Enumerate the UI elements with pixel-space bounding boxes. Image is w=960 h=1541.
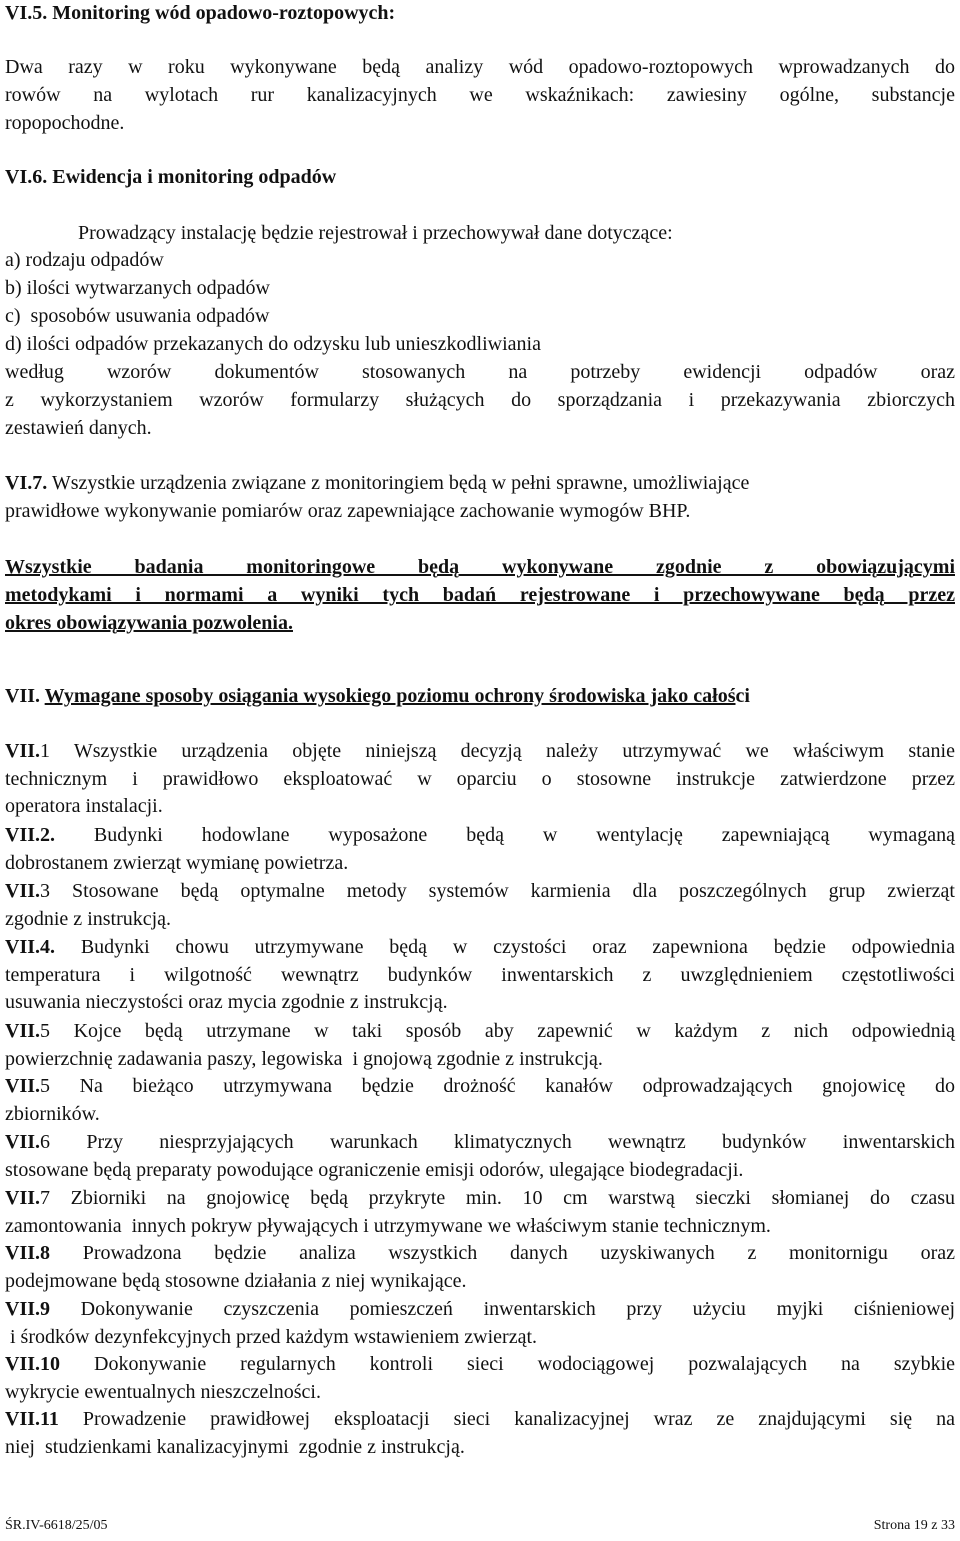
vii-item-line <box>5 1351 955 1377</box>
vi5-text-line-2: rowów na wylotach rur kanalizacyjnych we wskaźnikach: zawiesiny ogólne, substancje <box>5 84 955 106</box>
vii-item-label: VII.9 <box>5 1298 51 1320</box>
monitoring-note-line-2: metodykami i normami a wyniki tych badań rejestrowane i przechowywane będą przez <box>5 584 955 606</box>
vi7-line-1 <box>5 470 955 496</box>
footer-reference: ŚR.IV-6618/25/05 <box>5 1518 108 1533</box>
vi6-tail-line-1: według wzorów dokumentów stosowanych na potrzeby ewidencji odpadów oraz <box>5 361 955 383</box>
vii-item-text: Prowadzona będzie analiza wszystkich danych uzyskiwanych z monitornigu oraz <box>50 1242 955 1264</box>
vii-item-line: usuwania nieczystości oraz mycia zgodnie z instrukcją. <box>5 991 448 1013</box>
vii-item-line: zamontowania innych pokryw pływających i utrzymywane we właściwym stanie technicznym. <box>5 1215 771 1237</box>
vii-item-line <box>5 878 955 904</box>
vii-item-line: podejmowane będą stosowne działania z niej wynikające. <box>5 1270 467 1292</box>
vii-title-end: ci <box>735 685 750 707</box>
vii-item-text: Budynki hodowlane wyposażone będą w wentylację zapewniającą wymaganą <box>55 824 955 846</box>
vii-item-text: Dokonywanie regularnych kontroli sieci wodociągowej pozwalających na szybkie <box>60 1353 955 1375</box>
vii-item-line <box>5 822 955 848</box>
vii-item-text: Stosowane będą optymalne metody systemów karmienia dla poszczególnych grup zwierząt <box>50 880 955 902</box>
vii-item-line: powierzchnię zadawania paszy, legowiska i gnojową zgodnie z instrukcją. <box>5 1048 603 1070</box>
vii-item-line <box>5 1240 955 1266</box>
vii-item-number: 3 <box>40 880 51 902</box>
vii-item-label: VII. <box>5 740 41 762</box>
vii-item-number: 6 <box>40 1131 51 1153</box>
vii-item-line <box>5 1406 955 1432</box>
vii-item-line: i środków dezynfekcyjnych przed każdym wstawieniem zwierząt. <box>5 1326 538 1348</box>
vii-title: Wymagane sposoby osiągania wysokiego poziomu ochrony środowiska jako całoś <box>44 685 736 707</box>
vii-item-label: VII.2. <box>5 824 56 846</box>
footer-page-number: Strona 19 z 33 <box>873 1518 955 1533</box>
vi6-item-d: d) ilości odpadów przekazanych do odzysku lub unieszkodliwiania <box>5 333 541 355</box>
vi6-tail-line-3: zestawień danych. <box>5 417 152 439</box>
vii-item-line <box>5 1129 955 1155</box>
vii-item-text: Przy niesprzyjających warunkach klimatycznych wewnątrz budynków inwentarskich <box>50 1131 955 1153</box>
vii-item-label: VII. <box>5 1075 41 1097</box>
vii-item-line <box>5 934 955 960</box>
vii-item-label: VII.11 <box>5 1408 59 1430</box>
vii-item-label: VII. <box>5 1020 41 1042</box>
vi7-text-1: Wszystkie urządzenia związane z monitoringiem będą w pełni sprawne, umożliwiające <box>47 472 750 494</box>
vii-item-label: VII. <box>5 880 41 902</box>
vii-item-line: technicznym i prawidłowo eksploatować w oparciu o stosowne instrukcje zatwierdzone przez <box>5 768 955 790</box>
vi6-item-b: b) ilości wytwarzanych odpadów <box>5 277 270 299</box>
vii-item-line: wykrycie ewentualnych nieszczelności. <box>5 1381 321 1403</box>
vii-item-label: VII.4. <box>5 936 56 958</box>
vi5-text-line-3: ropopochodne. <box>5 112 125 134</box>
vii-item-line: zbiorników. <box>5 1103 100 1125</box>
vii-item-line <box>5 1185 955 1211</box>
vii-item-text: Prowadzenie prawidłowej eksploatacji sieci kanalizacyjnej wraz ze znajdującymi się na <box>58 1408 955 1430</box>
vii-item-number: 7 <box>40 1187 51 1209</box>
vii-item-label: VII. <box>5 1131 41 1153</box>
vii-item-line <box>5 1296 955 1322</box>
vi7-label: VI.7. <box>5 472 48 494</box>
vii-item-text: Wszystkie urządzenia objęte niniejszą decyzją należy utrzymywać we właściwym stanie <box>50 740 955 762</box>
vii-item-text: Zbiorniki na gnojowicę będą przykryte min. 10 cm warstwą sieczki słomianej do czasu <box>50 1187 955 1209</box>
vii-item-line: zgodnie z instrukcją. <box>5 908 172 930</box>
vii-item-label: VII.10 <box>5 1353 61 1375</box>
vi7-line-2: prawidłowe wykonywanie pomiarów oraz zapewniające zachowanie wymogów BHP. <box>5 500 691 522</box>
vii-item-text: Na bieżąco utrzymywana będzie drożność kanałów odprowadzających gnojowicę do <box>50 1075 955 1097</box>
vii-item-line <box>5 738 955 764</box>
vi6-intro: Prowadzący instalację będzie rejestrował i przechowywał dane dotyczące: <box>78 222 673 244</box>
vii-item-label: VII.8 <box>5 1242 51 1264</box>
vii-item-text: Dokonywanie czyszczenia pomieszczeń inwentarskich przy użyciu myjki ciśnieniowej <box>50 1298 955 1320</box>
vi6-item-c: c) sposobów usuwania odpadów <box>5 305 270 327</box>
vii-item-line <box>5 1018 955 1044</box>
vii-item-line: stosowane będą preparaty powodujące ograniczenie emisji odorów, ulegające biodegradacji. <box>5 1159 744 1181</box>
vii-label: VII. <box>5 685 41 707</box>
vi6-tail-line-2: z wykorzystaniem wzorów formularzy służących do sporządzania i przekazywania zbiorczych <box>5 389 955 411</box>
section-heading-vi6: VI.6. Ewidencja i monitoring odpadów <box>5 166 337 188</box>
vi5-text-line-1: Dwa razy w roku wykonywane będą analizy wód opadowo-roztopowych wprowadzanych do <box>5 56 955 78</box>
vii-item-line: operatora instalacji. <box>5 795 163 817</box>
section-heading-vi5: VI.5. Monitoring wód opadowo-roztopowych: <box>5 2 396 24</box>
monitoring-note-line-3: okres obowiązywania pozwolenia. <box>5 612 293 634</box>
section-heading-vii <box>5 683 750 709</box>
vii-item-line <box>5 1073 955 1099</box>
vii-item-line: dobrostanem zwierząt wymianę powietrza. <box>5 852 349 874</box>
vii-item-text: Kojce będą utrzymane w taki sposób aby zapewnić w każdym z nich odpowiednią <box>50 1020 955 1042</box>
vii-item-line: niej studzienkami kanalizacyjnymi zgodnie z instrukcją. <box>5 1436 465 1458</box>
vii-item-line: temperatura i wilgotność wewnątrz budynków inwentarskich z uwzględnieniem częstotliwości <box>5 964 955 986</box>
vi6-item-a: a) rodzaju odpadów <box>5 249 164 271</box>
vii-item-text: Budynki chowu utrzymywane będą w czystości oraz zapewniona będzie odpowiednia <box>55 936 955 958</box>
vii-item-number: 5 <box>40 1020 51 1042</box>
vii-item-number: 1 <box>40 740 51 762</box>
vii-item-number: 5 <box>40 1075 51 1097</box>
vii-item-label: VII. <box>5 1187 41 1209</box>
monitoring-note-line-1: Wszystkie badania monitoringowe będą wykonywane zgodnie z obowiązującymi <box>5 556 955 578</box>
